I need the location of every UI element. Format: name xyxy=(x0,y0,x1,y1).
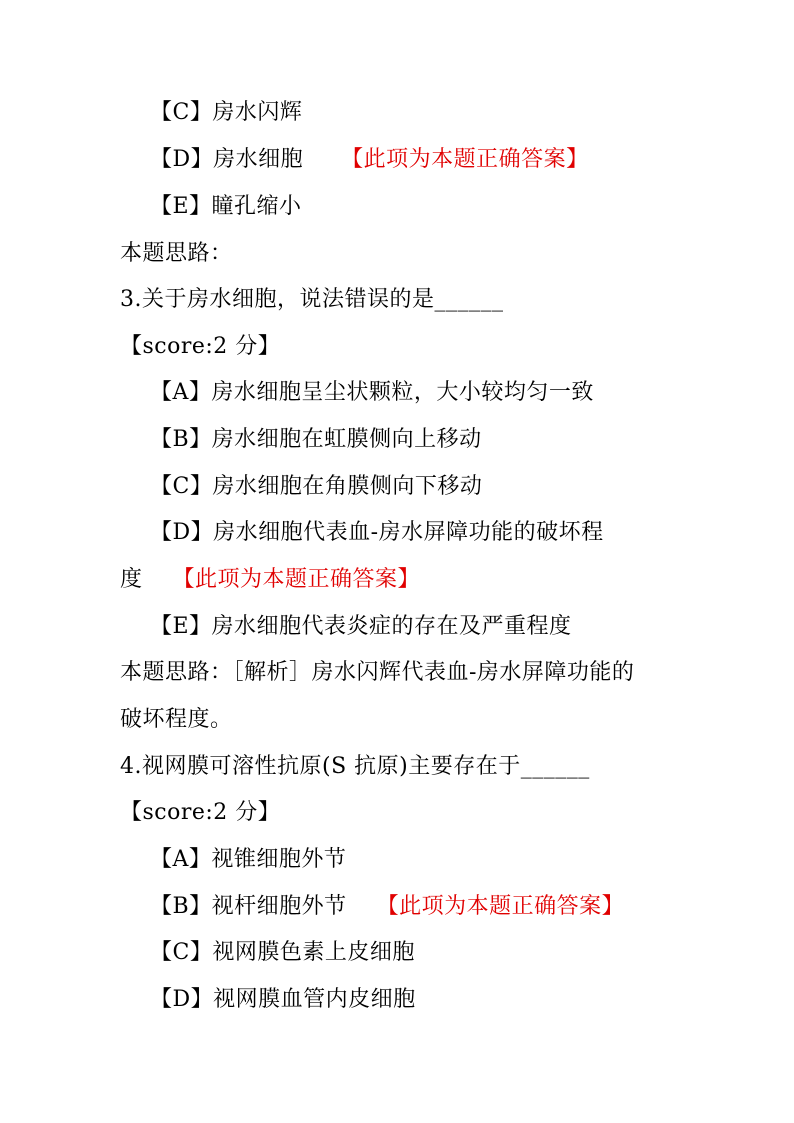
option-text: 【B】视杆细胞外节 xyxy=(150,894,347,919)
option-text: 【A】房水细胞呈尘状颗粒，大小较均匀一致 xyxy=(150,380,594,405)
correct-answer-marker: 【此项为本题正确答案】 xyxy=(172,567,421,592)
q4-option-b xyxy=(150,892,624,922)
q3-option-d-continued xyxy=(120,565,420,595)
option-text: 【E】瞳孔缩小 xyxy=(150,194,302,219)
q3-option-e xyxy=(150,612,572,642)
correct-answer-marker: 【此项为本题正确答案】 xyxy=(341,147,589,172)
q3-score xyxy=(120,332,280,362)
correct-answer-marker: 【此项为本题正确答案】 xyxy=(376,894,625,919)
option-text: 度 xyxy=(120,567,143,592)
option-text: 【B】房水细胞在虹膜侧向上移动 xyxy=(150,427,482,452)
option-text: 【C】房水细胞在角膜侧向下移动 xyxy=(150,474,483,499)
q4-question xyxy=(120,752,590,782)
q4-score xyxy=(120,798,280,828)
q2-reasoning xyxy=(120,239,233,269)
reasoning-text: 本题思路： xyxy=(120,241,233,266)
q3-option-a xyxy=(150,378,594,408)
q3-option-b xyxy=(150,425,482,455)
q3-option-c xyxy=(150,472,482,502)
q4-option-c xyxy=(150,938,415,968)
option-text: 【D】房水细胞 xyxy=(150,147,304,172)
q2-option-e xyxy=(150,192,302,222)
reasoning-text: 破坏程度。 xyxy=(120,707,233,732)
q2-option-d xyxy=(150,145,589,175)
score-text: 【score:2 分】 xyxy=(120,800,281,825)
question-text: 4.视网膜可溶性抗原(S 抗原)主要存在于______ xyxy=(120,754,590,779)
q3-reasoning-continued xyxy=(120,705,233,735)
score-text: 【score:2 分】 xyxy=(120,334,281,359)
q3-option-d xyxy=(150,518,604,548)
reasoning-text: 本题思路：［解析］房水闪辉代表血-房水屏障功能的 xyxy=(120,660,635,685)
option-text: 【E】房水细胞代表炎症的存在及严重程度 xyxy=(150,614,572,639)
option-text: 【C】房水闪辉 xyxy=(150,100,303,125)
question-text: 3.关于房水细胞，说法错误的是______ xyxy=(120,287,504,312)
q2-option-c xyxy=(150,98,302,128)
option-text: 【A】视锥细胞外节 xyxy=(150,847,347,872)
option-text: 【D】视网膜血管内皮细胞 xyxy=(150,987,416,1012)
option-text: 【C】视网膜色素上皮细胞 xyxy=(150,940,415,965)
q3-reasoning xyxy=(120,658,634,688)
q4-option-d xyxy=(150,985,416,1015)
q4-option-a xyxy=(150,845,346,875)
option-text: 【D】房水细胞代表血-房水屏障功能的破坏程 xyxy=(150,520,604,545)
q3-question xyxy=(120,285,504,315)
